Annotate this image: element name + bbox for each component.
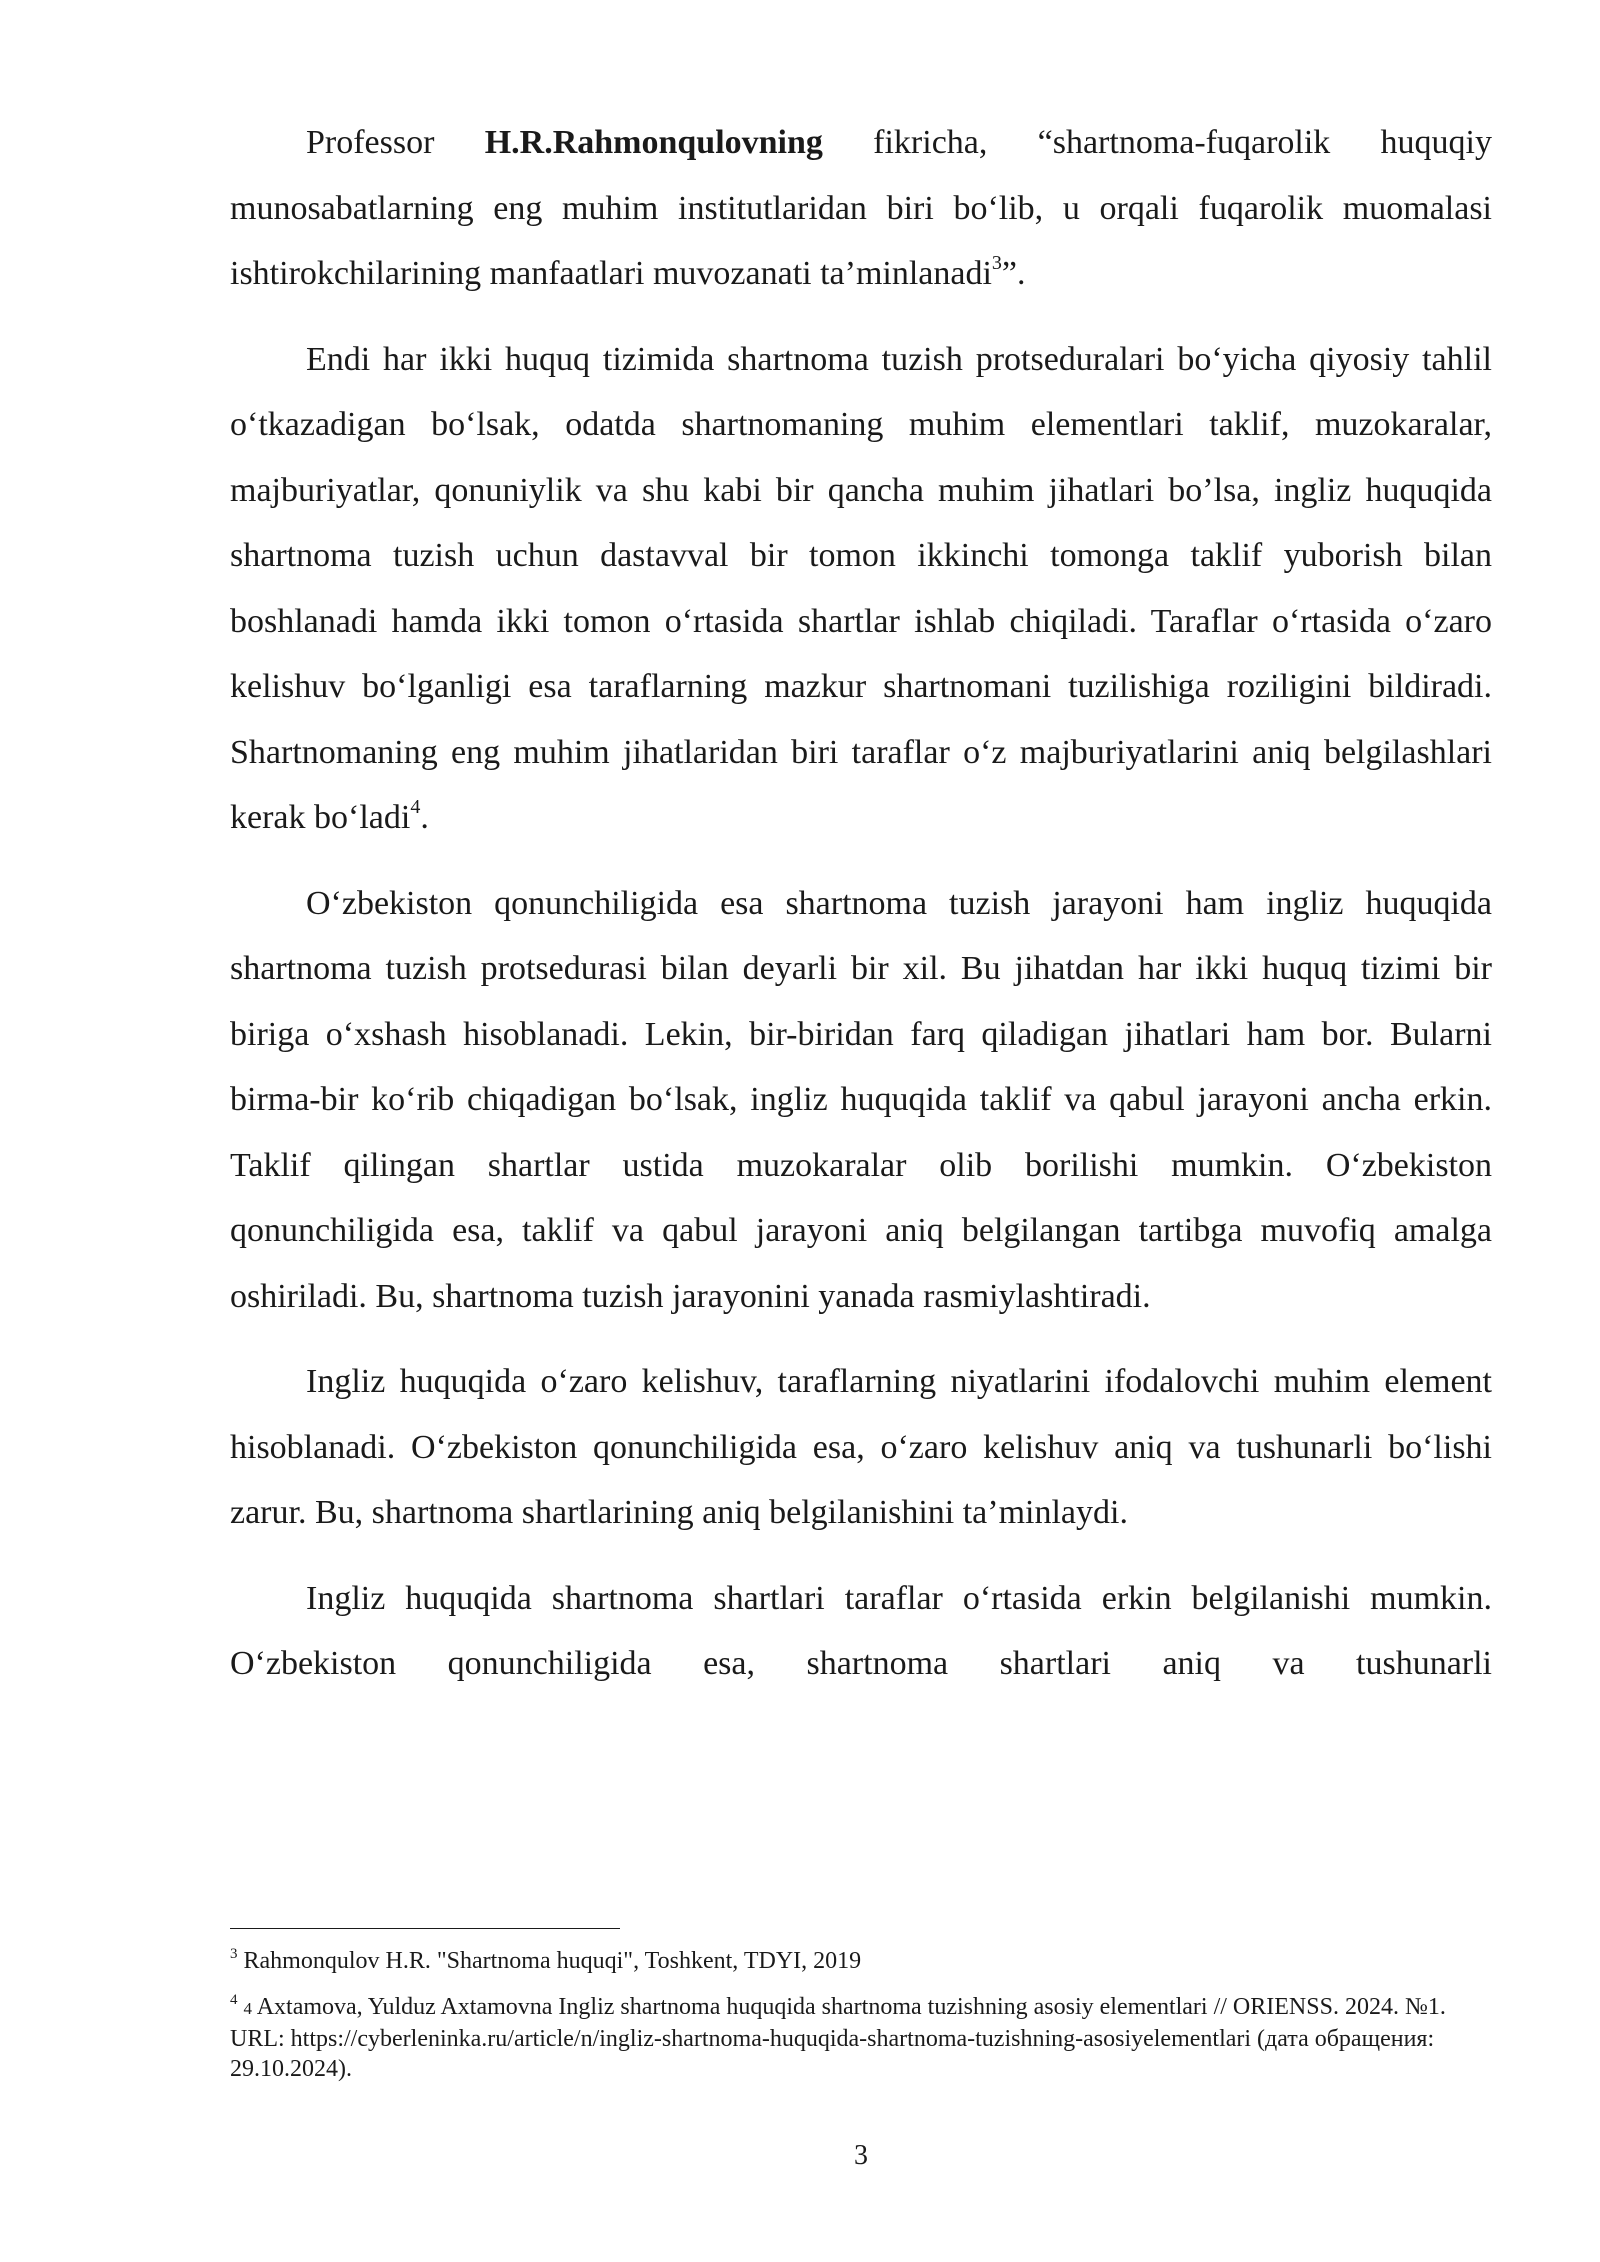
paragraph-1-lead: Professor xyxy=(306,124,485,161)
paragraph-5-text: Ingliz huquqida shartnoma shartlari taraflar oʻrtasida erkin belgilanishi mumkin. Oʻzbekiston qonunchiligida esa, shartnoma shartlari aniq va tushunarli xyxy=(230,1579,1492,1682)
author-name-bold: H.R.Rahmonqulovning xyxy=(484,124,823,161)
paragraph-1 xyxy=(230,110,1492,307)
footnote-separator xyxy=(230,1928,620,1929)
paragraph-4 xyxy=(230,1349,1492,1546)
paragraph-2-text: Endi har ikki huquq tizimida shartnoma tuzish protseduralari boʻyicha qiyosiy tahlil oʻtkazadigan boʻlsak, odatda shartnomaning muhim elementlari taklif, muzokaralar, majburiyatlar, qonuniylik va shu kabi bir qancha muhim jihatlari bo’lsa, ingliz huquqida shartnoma tuzish uchun dastavval bir tomon ikkinchi tomonga taklif yuborish bilan boshlanadi hamda ikki tomon oʻrtasida shartlar ishlab chiqiladi. Taraflar oʻrtasida oʻzaro kelishuv boʻlganligi esa taraflarning mazkur shartnomani tuzilishiga roziligini bildiradi. Shartnomaning eng muhim jihatlaridan biri taraflar oʻz majburiyatlarini aniq belgilashlari kerak boʻladi xyxy=(230,340,1492,836)
paragraph-2-tail: . xyxy=(420,799,429,836)
paragraph-4-text: Ingliz huquqida oʻzaro kelishuv, taraflarning niyatlarini ifodalovchi muhim element hisoblanadi. Oʻzbekiston qonunchiligida esa, oʻzaro kelishuv aniq va tushunarli boʻlishi zarur. Bu, shartnoma shartlarining aniq belgilanishini ta’minlaydi. xyxy=(230,1363,1492,1531)
footnote-3 xyxy=(230,1946,1492,1976)
paragraph-2 xyxy=(230,327,1492,851)
footnote-ref-3[interactable]: 3 xyxy=(991,252,1002,274)
paragraph-5 xyxy=(230,1566,1492,1697)
footnote-inline-number: 4 xyxy=(243,1999,252,2018)
paragraph-1-text: fikricha, “shartnoma-fuqarolik huquqiy munosabatlarning eng muhim institutlaridan biri boʻlib, u orqali fuqarolik muomalasi ishtirokchilarining manfaatlari muvozanati ta’minlanadi xyxy=(230,124,1492,292)
paragraph-3-text: Oʻzbekiston qonunchiligida esa shartnoma tuzish jarayoni ham ingliz huquqida shartnoma tuzish protsedurasi bilan deyarli bir xil. Bu jihatdan har ikki huquq tizimi bir biriga oʻxshash hisoblanadi. Lekin, bir-biridan farq qiladigan jihatlari ham bor. Bularni birma-bir koʻrib chiqadigan boʻlsak, ingliz huquqida taklif va qabul jarayoni ancha erkin. Taklif qilingan shartlar ustida muzokaralar olib borilishi mumkin. Oʻzbekiston qonunchiligida esa, taklif va qabul jarayoni aniq belgilangan tartibga muvofiq amalga oshiriladi. Bu, shartnoma tuzish jarayonini yanada rasmiylashtiradi. xyxy=(230,884,1492,1315)
footnote-text: Axtamova, Yulduz Axtamovna Ingliz shartnoma huquqida shartnoma tuzishning asosiy elementlari // ORIENSS. 2024. №1. URL: https://cyberleninka.ru/article/n/ingliz-shartnoma-huquqida-shartnoma-tuzishning-asosiyelementlari (дата обращения: 29.10.2024). xyxy=(230,1994,1446,2082)
footnote-number: 4 xyxy=(230,1992,238,2008)
footnote-ref-4[interactable]: 4 xyxy=(410,796,421,818)
paragraph-3 xyxy=(230,871,1492,1330)
footnote-number: 3 xyxy=(230,1946,238,1962)
body-text xyxy=(230,110,1492,1717)
footnote-text: Rahmonqulov H.R. "Shartnoma huquqi", Toshkent, TDYI, 2019 xyxy=(243,1948,862,1974)
footnotes xyxy=(230,1946,1492,2100)
footnote-4 xyxy=(230,1992,1492,2084)
paragraph-1-tail: ”. xyxy=(1001,255,1026,292)
page-number: 3 xyxy=(854,2140,868,2171)
